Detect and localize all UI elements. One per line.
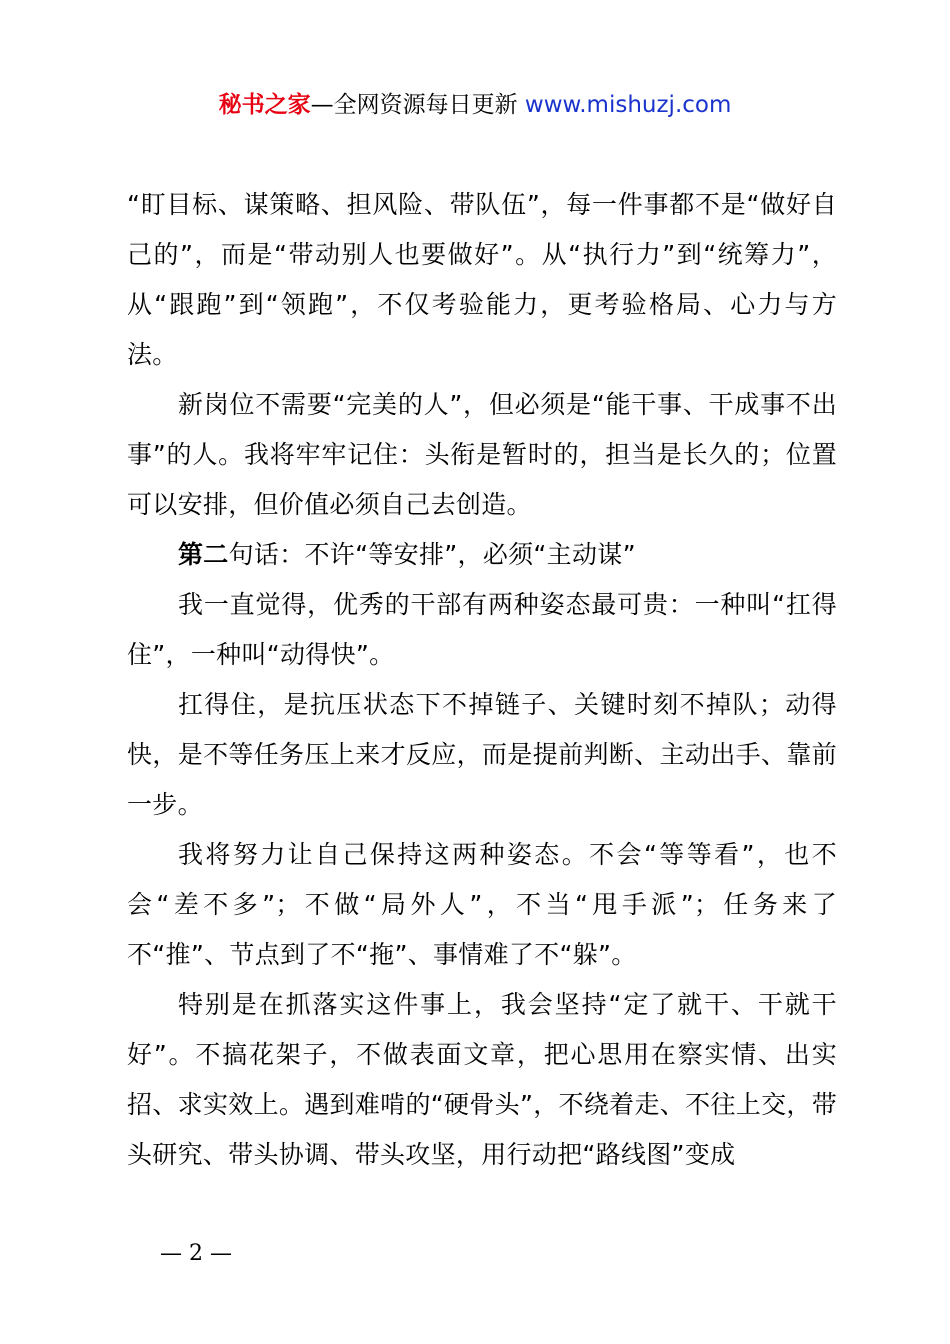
brand-name: 秘书之家 <box>218 92 311 118</box>
site-header <box>0 88 950 122</box>
section-heading-text: 句话：不许“等安排”，必须“主动谋” <box>228 540 636 569</box>
page-number: — 2 — <box>160 1241 232 1266</box>
section-heading <box>127 530 837 580</box>
document-body <box>127 180 837 1180</box>
header-url[interactable]: www.mishuzj.com <box>524 92 732 118</box>
paragraph: 新岗位不需要“完美的人”，但必须是“能干事、干成事不出事”的人。我将牢牢记住：头衔是暂时的，担当是长久的；位置可以安排，但价值必须自己去创造。 <box>127 390 837 519</box>
paragraph: 特别是在抓落实这件事上，我会坚持“定了就干、干就干好”。不搞花架子，不做表面文章，把心思用在察实情、出实招、求实效上。遇到难啃的“硬骨头”，不绕着走、不往上交，带头研究、带头协调、带头攻坚，用行动把“路线图”变成 <box>127 990 837 1169</box>
header-tagline: —全网资源每日更新 <box>310 92 525 118</box>
paragraph: “盯目标、谋策略、担风险、带队伍”，每一件事都不是“做好自己的”，而是“带动别人也要做好”。从“执行力”到“统筹力”，从“跟跑”到“领跑”，不仅考验能力，更考验格局、心力与方法。 <box>127 190 837 369</box>
section-heading-bold: 第二 <box>178 540 229 569</box>
paragraph: 扛得住，是抗压状态下不掉链子、关键时刻不掉队；动得快，是不等任务压上来才反应，而是提前判断、主动出手、靠前一步。 <box>127 690 837 819</box>
paragraph: 我将努力让自己保持这两种姿态。不会“等等看”，也不会“差不多”；不做“局外人”，不当“甩手派”；任务来了不“推”、节点到了不“拖”、事情难了不“躲”。 <box>127 840 837 969</box>
paragraph: 我一直觉得，优秀的干部有两种姿态最可贵：一种叫“扛得住”，一种叫“动得快”。 <box>127 590 837 669</box>
